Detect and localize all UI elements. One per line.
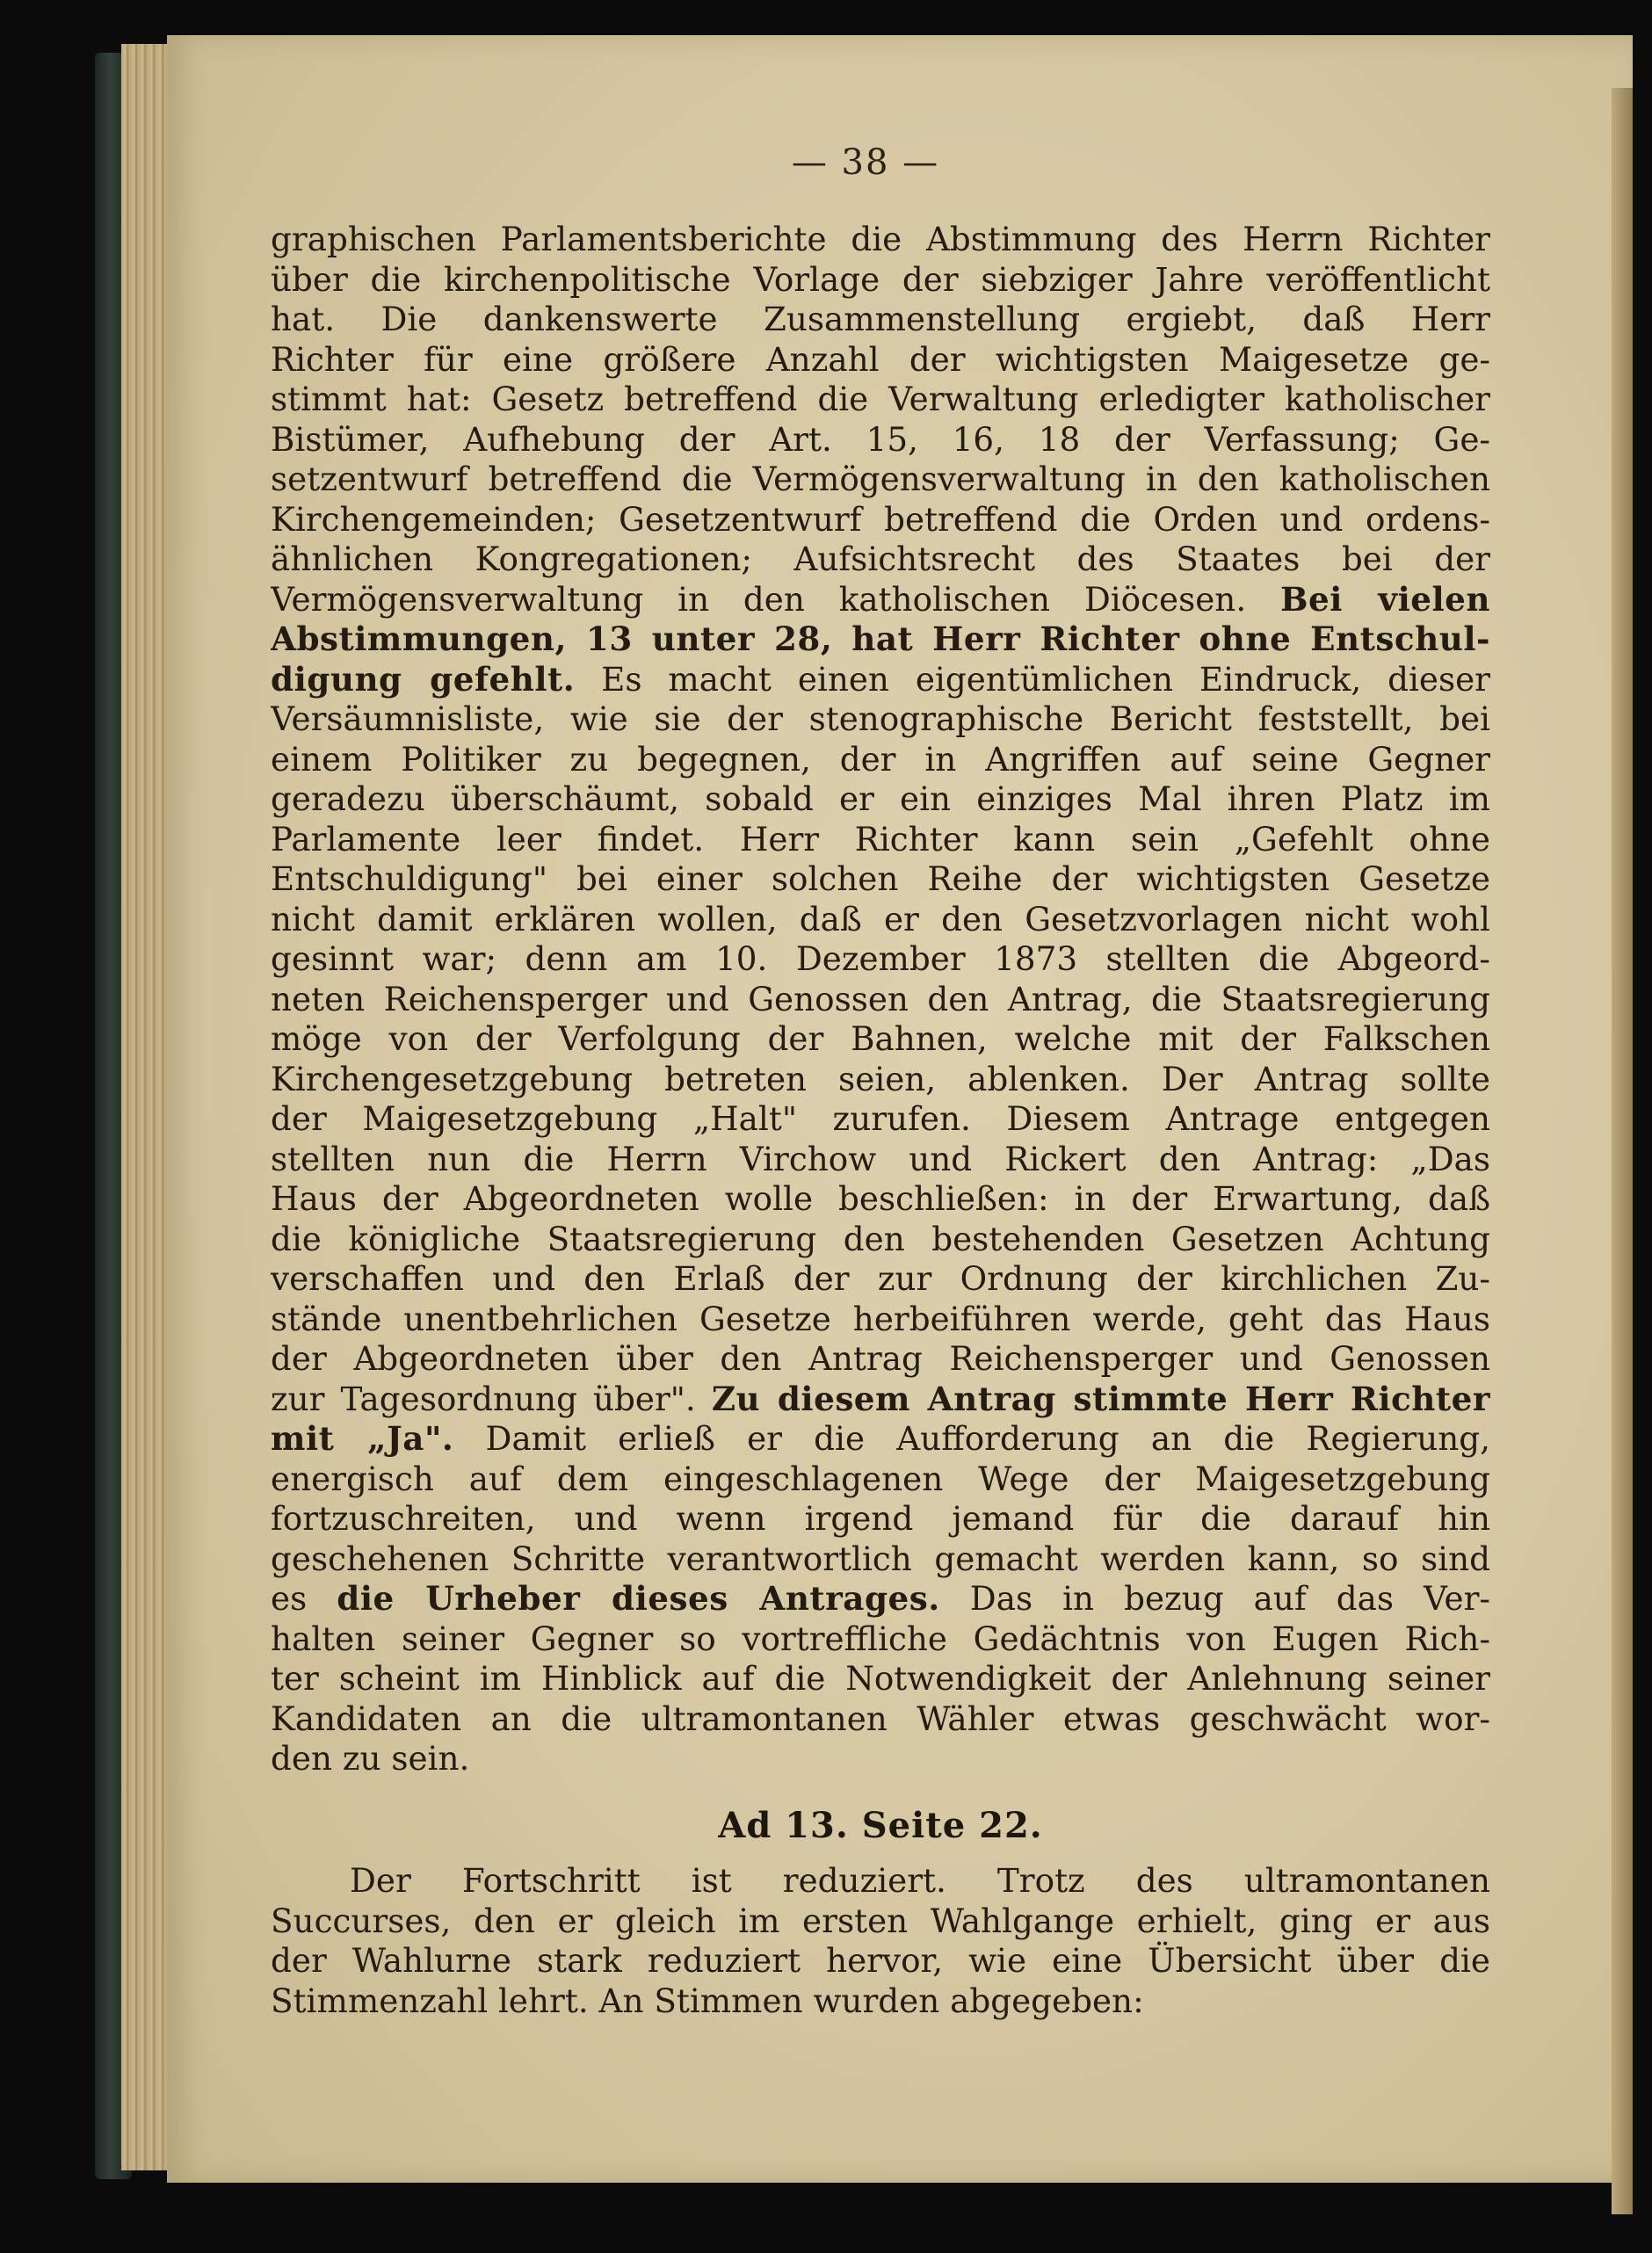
text-line: Stimmenzahl lehrt. An Stimmen wurden abgegeben: (271, 1981, 1144, 2020)
text-line: Entschuldigung" bei einer solchen Reihe der wichtigsten Gesetze (271, 859, 1490, 898)
text-fragment: Es macht einen eigentümlichen Eindruck, dieser (575, 659, 1490, 699)
text-line: einem Politiker zu begegnen, der in Angriffen auf seine Gegner (271, 739, 1490, 779)
text-line (271, 1579, 1490, 1619)
text-line: Haus der Abgeordneten wolle beschließen: in der Erwartung, daß (271, 1179, 1490, 1218)
emphasized-text: mit „Ja". (271, 1419, 454, 1458)
text-line: geradezu überschäumt, sobald er ein einziges Mal ihren Platz im (271, 779, 1490, 818)
text-line (271, 1419, 1490, 1460)
text-fragment: zur Tagesordnung über". (271, 1379, 712, 1418)
emphasized-text: Zu diesem Antrag stimmte Herr Richter (711, 1379, 1490, 1418)
text-line: stände unentbehrlichen Gesetze herbeiführen werde, geht das Haus (271, 1299, 1490, 1338)
text-line: Parlamente leer findet. Herr Richter kann sein „Gefehlt ohne (271, 819, 1490, 858)
text-line: setzentwurf betreffend die Vermögensverwaltung in den katholischen (271, 460, 1490, 498)
text-line: der Abgeordneten über den Antrag Reichensperger und Genossen (271, 1339, 1490, 1378)
text-line (271, 660, 1490, 700)
text-line: fortzuschreiten, und wenn irgend jemand für die darauf hin (271, 1499, 1490, 1538)
text-line: Versäumnisliste, wie sie der stenographische Bericht feststellt, bei (271, 699, 1490, 738)
text-fragment: Damit erließ er die Aufforderung an die Regierung, (453, 1419, 1490, 1458)
section-heading: Ad 13. Seite 22. (718, 1805, 1043, 1846)
text-line: stimmt hat: Gesetz betreffend die Verwaltung erledigter katholischer (271, 380, 1490, 418)
page-right-edge (1612, 88, 1633, 2214)
text-line: Der Fortschritt ist reduziert. Trotz des ultramontanen (350, 1861, 1490, 1900)
text-line (271, 1380, 1490, 1420)
text-line: halten seiner Gegner so vortreffliche Gedächtnis von Eugen Rich- (271, 1619, 1490, 1658)
text-line: Bistümer, Aufhebung der Art. 15, 16, 18 der Verfassung; Ge- (271, 419, 1490, 459)
text-line: Succurses, den er gleich im ersten Wahlgange erhielt, ging er aus (271, 1901, 1490, 1940)
text-line: neten Reichensperger und Genossen den Antrag, die Staatsregierung (271, 979, 1490, 1018)
emphasized-text: digung gefehlt. (271, 659, 576, 699)
text-line: nicht damit erklären wollen, daß er den Gesetzvorlagen nicht wohl (271, 899, 1490, 938)
text-line: graphischen Parlamentsberichte die Abstimmung des Herrn Richter (271, 220, 1490, 258)
emphasized-text: Bei vielen (1280, 579, 1490, 619)
text-line: gesinnt war; denn am 10. Dezember 1873 stellten die Abgeord- (271, 939, 1490, 978)
text-line: hat. Die dankenswerte Zusammenstellung ergiebt, daß Herr (271, 300, 1490, 338)
text-line: Richter für eine größere Anzahl der wichtigsten Maigesetze ge- (271, 339, 1490, 379)
text-line: geschehenen Schritte verantwortlich gemacht werden kann, so sind (271, 1539, 1490, 1578)
emphasized-text: die Urheber dieses Antrages. (337, 1579, 940, 1618)
text-fragment: Vermögensverwaltung in den katholischen Diöcesen. (271, 579, 1281, 619)
text-line: den zu sein. (271, 1739, 470, 1778)
text-fragment: es (271, 1579, 337, 1618)
text-line (271, 580, 1490, 620)
text-line: die königliche Staatsregierung den bestehenden Gesetzen Achtung (271, 1219, 1490, 1258)
text-line: Kirchengesetzgebung betreten seien, ablenken. Der Antrag sollte (271, 1059, 1490, 1098)
text-line (271, 619, 1490, 660)
text-line: über die kirchenpolitische Vorlage der siebziger Jahre veröffentlicht (271, 259, 1490, 299)
main-paragraph (271, 220, 1490, 1779)
text-line: Kirchengemeinden; Gesetzentwurf betreffend die Orden und ordens- (271, 499, 1490, 539)
text-line: energisch auf dem eingeschlagenen Wege der Maigesetzgebung (271, 1459, 1490, 1498)
text-fragment: Das in bezug auf das Ver- (939, 1579, 1490, 1618)
text-line: der Maigesetzgebung „Halt" zurufen. Diesem Antrage entgegen (271, 1099, 1490, 1138)
text-line: ter scheint im Hinblick auf die Notwendigkeit der Anlehnung seiner (271, 1659, 1490, 1698)
text-line: der Wahlurne stark reduziert hervor, wie eine Übersicht über die (271, 1941, 1490, 1980)
text-line: ähnlichen Kongregationen; Aufsichtsrecht des Staates bei der (271, 540, 1490, 578)
text-line: möge von der Verfolgung der Bahnen, welche mit der Falkschen (271, 1019, 1490, 1058)
text-line: Kandidaten an die ultramontanen Wähler etwas geschwächt wor- (271, 1699, 1490, 1738)
text-line: stellten nun die Herrn Virchow und Rickert den Antrag: „Das (271, 1139, 1490, 1178)
section-paragraph (271, 1861, 1490, 2021)
page-edges (121, 44, 174, 2170)
text-line: verschaffen und den Erlaß der zur Ordnung der kirchlichen Zu- (271, 1259, 1490, 1298)
page-number: — 38 — (791, 142, 940, 183)
emphasized-text: Abstimmungen, 13 unter 28, hat Herr Richter ohne Entschul- (271, 619, 1490, 658)
